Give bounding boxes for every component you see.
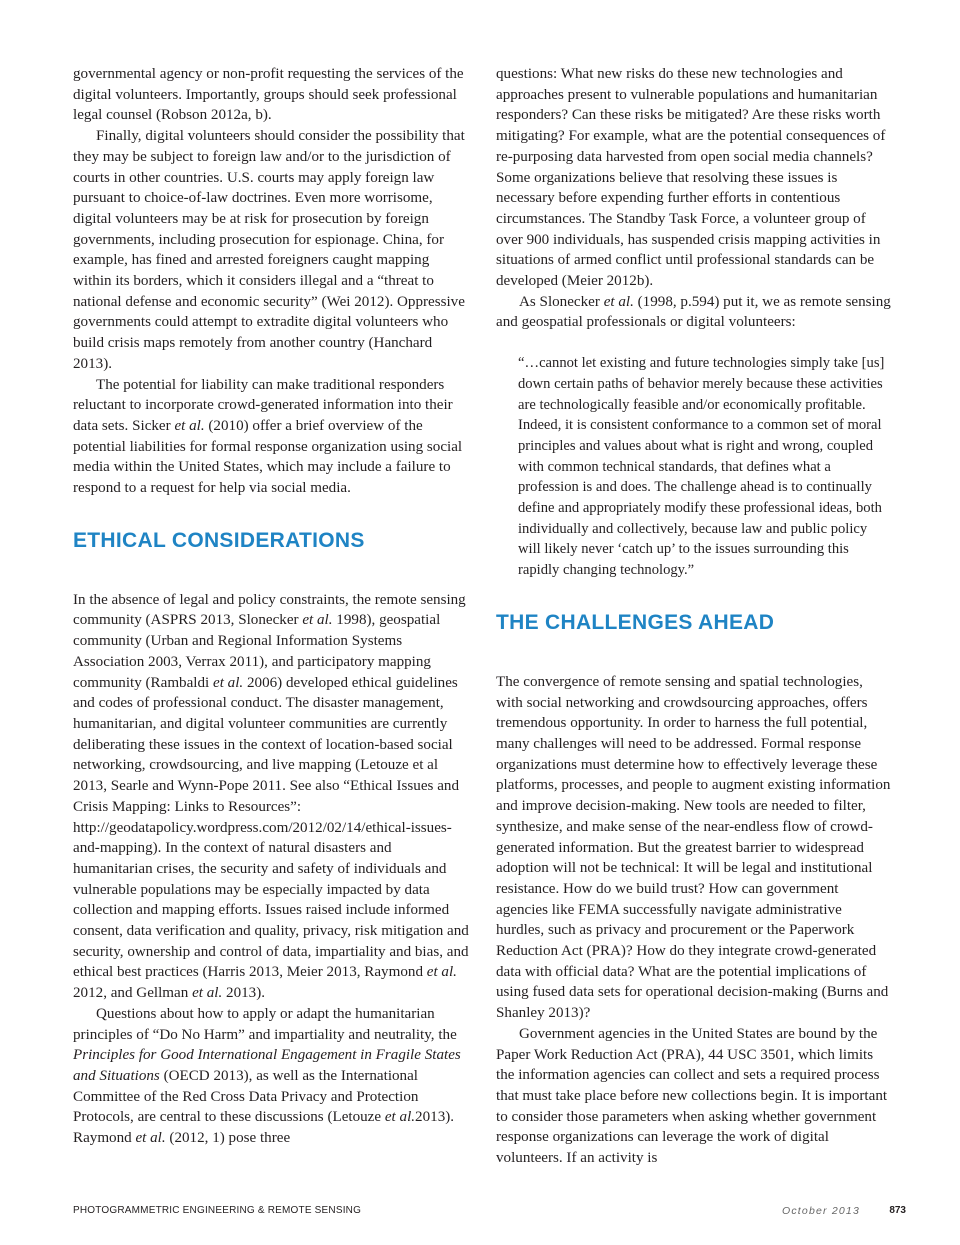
block-quote-slonecker: “…cannot let existing and future technologies simply take [us] down certain paths of behavior merely because these activities are technologically feasible and/or economically profitable. Indeed, it is consistent conformance to a common set of moral principles and values about what is right and wrong, coupled with common technical standards, that defines what a profession is and does. The challenge ahead is to continually define and appropriately modify these professional ideas, both individually and collectively, because law and public policy will likely never ‘catch up’ to the issues surrounding this rapidly changing technology.” xyxy=(518,355,885,579)
right-column xyxy=(496,64,892,1169)
paragraph-pra: Government agencies in the United States are bound by the Paper Work Reduction Act (PRA), 44 USC 3501, which limits the information agencies can collect and sets a required process that must take place before new collections begin. It is important to consider those parameters when asking whether government response organizations can leverage the work of digital volunteers. If an activity is xyxy=(496,1025,888,1167)
issue-date: October 2013 xyxy=(781,1205,860,1217)
paragraph-new-risks: questions: What new risks do these new technologies and approaches present to vulnerable populations and humanitarian responders? Can these risks be mitigated? Are these risks worth mitigating? For example, what are the potential consequences of re-purposing data harvested from open social media channels? Some organizations believe that resolving these issues is necessary before expending further efforts in contentious circumstances. The Standby Task Force, a volunteer group of over 900 individuals, has suspended crisis mapping activities in situations of armed conflict until professional standards can be developed (Meier 2012b). xyxy=(496,66,886,290)
paragraph-legal-counsel: governmental agency or non-profit requesting the services of the digital volunteers. Importantly, groups should seek professional legal counsel (Robson 2012a, b). xyxy=(73,66,464,124)
journal-name: PHOTOGRAMMETRIC ENGINEERING & REMOTE SENSING xyxy=(73,1205,362,1216)
section-heading-challenges-ahead: THE CHALLENGES AHEAD xyxy=(496,610,775,634)
paragraph-slonecker-intro: As Slonecker et al. (1998, p.594) put it, we as remote sensing and geospatial professionals or digital volunteers: xyxy=(496,293,891,331)
paragraph-humanitarian-principles: Questions about how to apply or adapt the humanitarian principles of “Do No Harm” and impartiality and neutrality, the Principles for Good International Engagement in Fragile States and Situations (OECD 2013), as well as the International Committee of the Red Cross Data Privacy and Protection Protocols, are central to these discussions (Letouze et al.2013). Raymond et al. (2012, 1) pose three xyxy=(73,1005,461,1147)
section-heading-ethical-considerations: ETHICAL CONSIDERATIONS xyxy=(73,528,365,552)
left-column xyxy=(73,64,469,1149)
paragraph-liability: The potential for liability can make traditional responders reluctant to incorporate crowd-generated information into their data sets. Sicker et al. (2010) offer a brief overview of the potential liabilities for formal response organization using social media within the United States, which may include a failure to respond to a request for help via social media. xyxy=(73,376,463,497)
page-footer xyxy=(73,1203,906,1223)
paragraph-foreign-law: Finally, digital volunteers should consider the possibility that they may be subject to foreign law and/or to the jurisdiction of courts in other countries. U.S. courts may apply foreign law pursuant to choice-of-law doctrines. Even more worrisome, digital volunteers may be at risk for prosecution by foreign governments, including prosecution for espionage. China, for example, has fined and arrested foreigners caught mapping within its borders, which it considers illegal and a “threat to national defense and economic security” (Wei 2012). Oppressive governments could attempt to extradite digital volunteers who build crisis maps remotely from another country (Hanchard 2013). xyxy=(73,128,465,372)
page-number: 873 xyxy=(889,1205,906,1216)
paragraph-convergence: The convergence of remote sensing and spatial technologies, with social networking and crowdsourcing approaches, offers tremendous opportunity. In order to harness the full potential, many challenges will need to be addressed. Formal response organizations must determine how to effectively leverage these platforms, processes, and people to augment existing information and improve decision-making. New tools are needed to filter, synthesize, and make sense of the near-endless flow of crowd-generated information. But the greatest barrier to widespread adoption will not be technical: It will be legal and institutional resistance. How do we build trust? How can government agencies like FEMA successfully navigate administrative hurdles, such as privacy and procurement or the Paperwork Reduction Act (PRA)? How do they integrate crowd-generated data with official data? What are the potential implications of using fused data sets for operational decision-making (Burns and Shanley 2013)? xyxy=(496,673,891,1022)
paragraph-ethical-guidelines: In the absence of legal and policy constraints, the remote sensing community (ASPRS 2013, Slonecker et al. 1998), geospatial community (Urban and Regional Information Systems Association 2003, Verrax 2011), and participatory mapping community (Rambaldi et al. 2006) developed ethical guidelines and codes of professional conduct. The disaster management, humanitarian, and digital volunteer communities are currently deliberating these issues in the context of location-based social networking, crowdsourcing, and live mapping (Letouze et al 2013, Searle and Wynn-Pope 2011. See also “Ethical Issues and Crisis Mapping: Links to Resources”: http://geodatapolicy.wordpress.com/2012/02/14/ethical-issues-and-mapping). In the context of natural disasters and humanitarian crises, the security and safety of individuals and vulnerable populations may be especially impacted by data collection and mapping efforts. Issues raised include informed consent, data verification and quality, privacy, risk mitigation and security, ownership and control of data, impartiality and bias, and ethical best practices (Harris 2013, Meier 2013, Raymond et al. 2012, and Gellman et al. 2013). xyxy=(73,591,469,1002)
